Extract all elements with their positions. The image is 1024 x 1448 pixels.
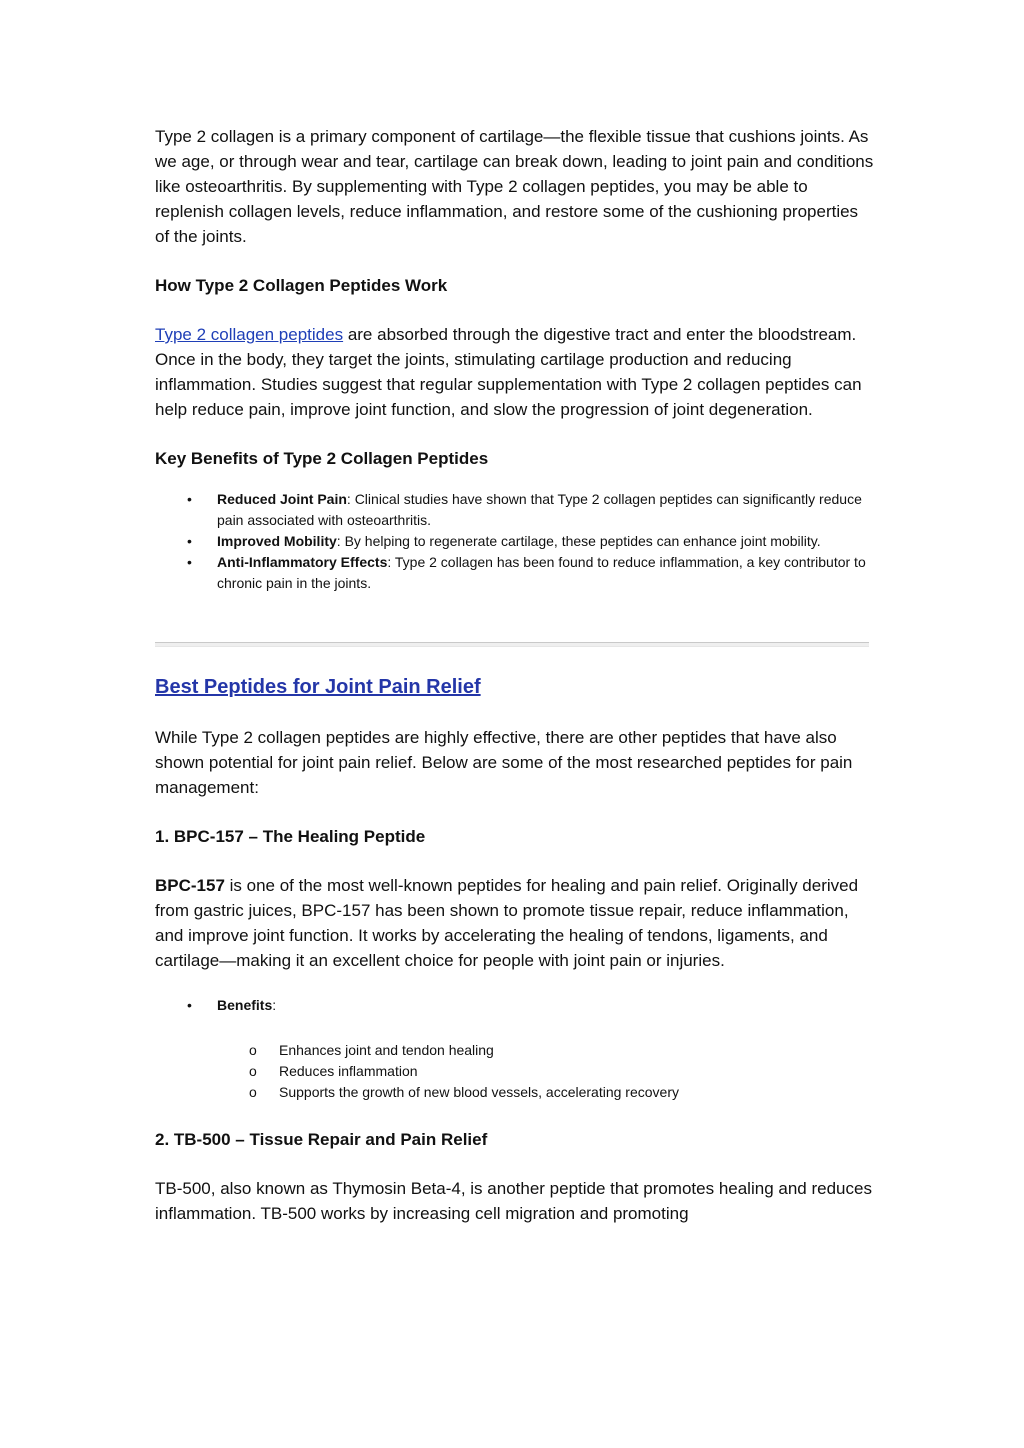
benefits-label: Benefits	[217, 997, 273, 1013]
sub-benefit-text: Enhances joint and tendon healing	[279, 1042, 494, 1058]
sub-benefit-text: Reduces inflammation	[279, 1063, 418, 1079]
list-item	[155, 552, 875, 594]
tb500-heading: 2. TB-500 – Tissue Repair and Pain Relief	[155, 1130, 488, 1149]
sub-benefit-text: Supports the growth of new blood vessels, accelerating recovery	[279, 1084, 679, 1100]
how-it-works-heading: How Type 2 Collagen Peptides Work	[155, 276, 448, 295]
intro-paragraph: Type 2 collagen is a primary component of cartilage—the flexible tissue that cushions joints. As we age, or through wear and tear, cartilage can break down, leading to joint pain and conditions like osteoarthritis. By supplementing with Type 2 collagen peptides, you may be able to replenish collagen levels, reduce inflammation, and restore some of the cushioning properties of the joints.	[155, 127, 874, 246]
list-item	[155, 1082, 875, 1103]
benefits-colon: :	[272, 997, 277, 1013]
best-peptides-heading[interactable]: Best Peptides for Joint Pain Relief	[155, 676, 481, 698]
bpc157-lead: BPC-157	[155, 876, 225, 895]
how-it-works-text: are absorbed through the digestive tract and enter the bloodstream. Once in the body, they target the joints, stimulating cartilage production and reducing inflammation. Studies suggest that regular supplementation with Type 2 collagen peptides can help reduce pain, improve joint function, and slow the progression of joint degeneration.	[155, 325, 862, 419]
benefit-title: Improved Mobility	[217, 533, 337, 549]
key-benefits-heading: Key Benefits of Type 2 Collagen Peptides	[155, 449, 489, 468]
benefit-title: Anti-Inflammatory Effects	[217, 554, 388, 570]
how-it-works-paragraph	[155, 322, 875, 422]
bullet-icon: •	[187, 533, 192, 549]
bpc157-text: is one of the most well-known peptides for healing and pain relief. Originally derived from gastric juices, BPC-157 has been shown to promote tissue repair, reduce inflammation, and improve joint function. It works by accelerating the healing of tendons, ligaments, and cartilage—making it an excellent choice for people with joint pain or injuries.	[155, 876, 859, 970]
bpc157-sub-benefits	[155, 1040, 875, 1103]
benefit-text: : Clinical studies have shown that Type 2 collagen peptides can significantly reduce pain associated with osteoarthritis.	[217, 491, 862, 528]
best-peptides-paragraph: While Type 2 collagen peptides are highly effective, there are other peptides that have also shown potential for joint pain relief. Below are some of the most researched peptides for pain management:	[155, 728, 853, 797]
bpc157-benefits-list	[155, 995, 875, 1016]
key-benefits-list	[155, 489, 875, 594]
circle-bullet-icon: o	[249, 1063, 257, 1079]
circle-bullet-icon: o	[249, 1084, 257, 1100]
bpc157-paragraph	[155, 873, 875, 973]
bullet-icon: •	[187, 491, 192, 507]
benefit-text: : Type 2 collagen has been found to reduce inflammation, a key contributor to chronic pain in the joints.	[217, 554, 866, 591]
list-item	[155, 1061, 875, 1082]
benefit-text: : By helping to regenerate cartilage, these peptides can enhance joint mobility.	[336, 533, 821, 549]
circle-bullet-icon: o	[249, 1042, 257, 1058]
benefit-title: Reduced Joint Pain	[217, 491, 347, 507]
list-item	[155, 489, 875, 531]
list-item	[155, 531, 875, 552]
type2-collagen-link[interactable]: Type 2 collagen peptides	[155, 325, 344, 344]
list-item	[155, 995, 875, 1016]
list-item	[155, 1040, 875, 1061]
bpc157-heading: 1. BPC-157 – The Healing Peptide	[155, 827, 426, 846]
document-page	[155, 124, 875, 1226]
bullet-icon: •	[187, 554, 192, 570]
bullet-icon: •	[187, 997, 192, 1013]
tb500-paragraph: TB-500, also known as Thymosin Beta-4, is another peptide that promotes healing and reduces inflammation. TB-500 works by increasing cell migration and promoting	[155, 1179, 872, 1223]
